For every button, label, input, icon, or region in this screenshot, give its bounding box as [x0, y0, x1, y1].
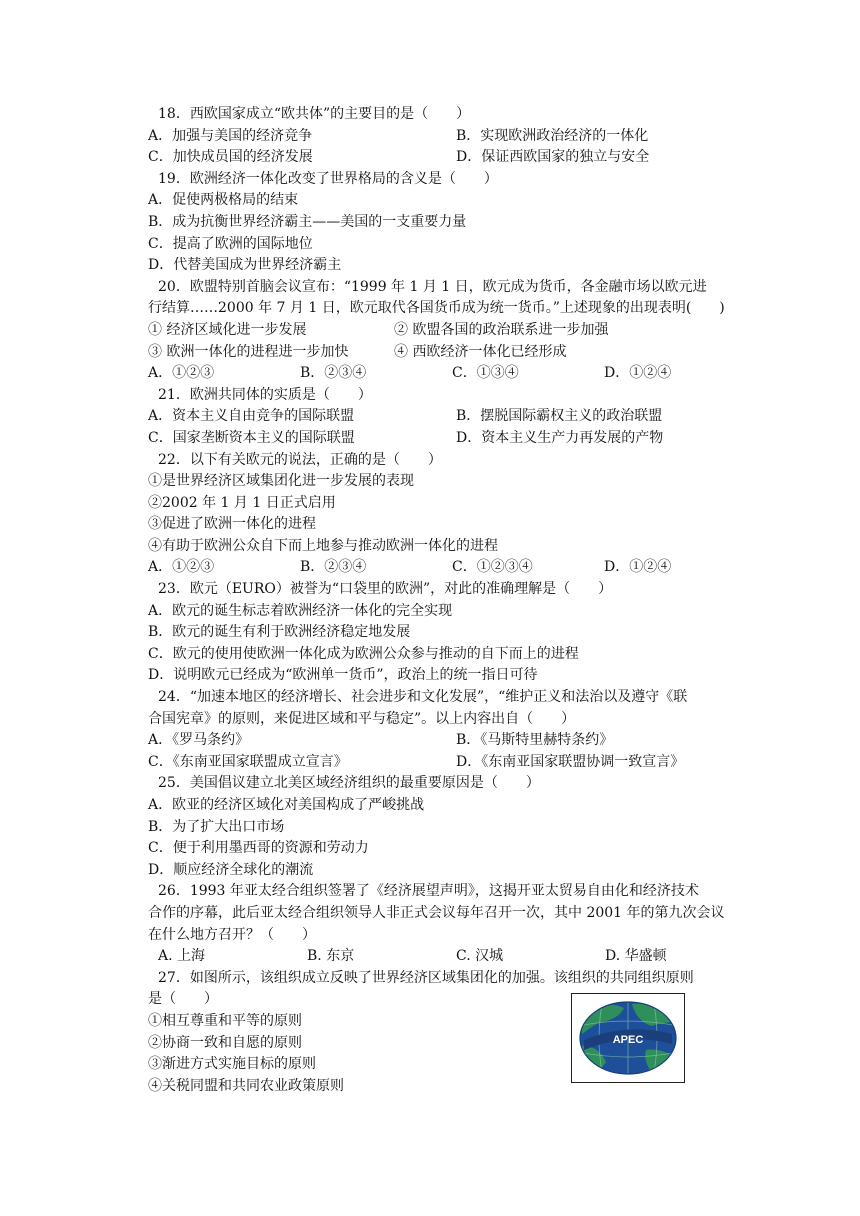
question-20-option-d[interactable]: D．①②④ — [604, 365, 672, 382]
question-24-stem-line-2: 合国宪章》的原则，来促进区域和平与稳定”。以上内容出自（ ） — [148, 710, 576, 727]
question-26-stem-line-1: 26．1993 年亚太经合组织签署了《经济展望声明》，这揭开亚太贸易自由化和经济技术 — [158, 883, 699, 900]
question-21-options-row-1 — [148, 406, 744, 428]
question-21-option-b[interactable]: B．摆脱国际霸权主义的政治联盟 — [456, 408, 663, 425]
question-27-statement-3: ③渐进方式实施目标的原则 — [148, 1056, 316, 1073]
question-19-stem: 19．欧洲经济一体化改变了世界格局的含义是（ ） — [158, 170, 498, 187]
question-20-statements-row-2 — [148, 342, 744, 364]
question-24-option-a[interactable]: A．《罗马条约》 — [148, 732, 250, 749]
question-22-option-d[interactable]: D．①②④ — [604, 559, 672, 576]
apec-globe-icon — [572, 994, 684, 1082]
question-25-option-c[interactable]: C．便于利用墨西哥的资源和劳动力 — [148, 840, 369, 857]
question-26-stem-line-2: 合作的序幕，此后亚太经合组织领导人非正式会议每年召开一次，其中 2001 年的第九次会议 — [148, 904, 725, 921]
question-23-option-a[interactable]: A．欧元的诞生标志着欧洲经济一体化的完全实现 — [148, 602, 453, 619]
question-22-option-a[interactable]: A．①②③ — [148, 559, 215, 576]
question-18-options-row-2 — [148, 147, 744, 169]
question-21-stem: 21．欧洲共同体的实质是（ ） — [158, 386, 372, 403]
question-24-options-row-1 — [148, 730, 744, 752]
question-20-options-row — [148, 363, 744, 385]
question-26-option-d[interactable]: D. 华盛顿 — [605, 948, 667, 965]
apec-logo-figure — [571, 993, 685, 1083]
question-26-stem-line-3: 在什么地方召开？（ ） — [148, 926, 316, 943]
question-24-options-row-2 — [148, 752, 744, 774]
question-19-option-a[interactable]: A．促使两极格局的结束 — [148, 192, 299, 209]
question-18-option-c[interactable]: C．加快成员国的经济发展 — [148, 149, 313, 166]
question-20-option-b[interactable]: B．②③④ — [300, 365, 367, 382]
question-21-option-c[interactable]: C．国家垄断资本主义的国际联盟 — [148, 429, 355, 446]
question-21-options-row-2 — [148, 428, 744, 450]
question-24-option-d[interactable]: D．《东南亚国家联盟协调一致宣言》 — [456, 753, 685, 770]
question-18-option-d[interactable]: D．保证西欧国家的独立与安全 — [456, 149, 650, 166]
question-21-option-a[interactable]: A．资本主义自由竞争的国际联盟 — [148, 408, 355, 425]
question-23-stem: 23．欧元（EURO）被誉为“口袋里的欧洲”，对此的准确理解是（ ） — [158, 581, 613, 598]
question-26-option-c[interactable]: C. 汉城 — [456, 948, 504, 965]
question-23-option-d[interactable]: D．说明欧元已经成为“欧洲单一货币”，政治上的统一指日可待 — [148, 667, 538, 684]
question-19-option-b[interactable]: B．成为抗衡世界经济霸主——美国的一支重要力量 — [148, 213, 467, 230]
question-20-stem-line-1: 20．欧盟特别首脑会议宣布：“1999 年 1 月 1 日，欧元成为货币，各金融市场以欧元进 — [158, 278, 707, 295]
question-19-option-c[interactable]: C．提高了欧洲的国际地位 — [148, 235, 313, 252]
question-22-options-row — [148, 557, 744, 579]
question-26-option-b[interactable]: B. 东京 — [307, 948, 355, 965]
question-24-option-c[interactable]: C．《东南亚国家联盟成立宣言》 — [148, 753, 348, 770]
question-25-option-b[interactable]: B．为了扩大出口市场 — [148, 818, 285, 835]
question-27-stem-line-2: 是（ ） — [148, 991, 218, 1008]
question-27-statement-4: ④关税同盟和共同农业政策原则 — [148, 1077, 344, 1094]
question-27-statement-1: ①相互尊重和平等的原则 — [148, 1012, 302, 1029]
question-20-statement-4: ④ 西欧经济一体化已经形成 — [394, 343, 567, 360]
question-20-option-a[interactable]: A．①②③ — [148, 365, 215, 382]
question-21-option-d[interactable]: D．资本主义生产力再发展的产物 — [456, 429, 664, 446]
question-22-option-b[interactable]: B．②③④ — [300, 559, 367, 576]
question-18-option-a[interactable]: A．加强与美国的经济竞争 — [148, 127, 313, 144]
question-20-statement-2: ② 欧盟各国的政治联系进一步加强 — [394, 321, 609, 338]
apec-logo-text: APEC — [612, 1034, 644, 1046]
question-22-statement-3: ③促进了欧洲一体化的进程 — [148, 516, 316, 533]
question-22-option-c[interactable]: C．①②③④ — [452, 559, 533, 576]
question-25-option-d[interactable]: D．顺应经济全球化的潮流 — [148, 861, 314, 878]
question-22-statement-1: ①是世界经济区域集团化进一步发展的表现 — [148, 473, 414, 490]
question-26-option-a[interactable]: A. 上海 — [158, 948, 206, 965]
question-20-option-c[interactable]: C．①③④ — [452, 365, 519, 382]
question-27-statement-2: ②协商一致和自愿的原则 — [148, 1034, 302, 1051]
question-25-option-a[interactable]: A．欧亚的经济区域化对美国构成了严峻挑战 — [148, 797, 425, 813]
question-24-stem-line-1: 24．“加速本地区的经济增长、社会进步和文化发展”，“维护正义和法治以及遵守《联 — [158, 689, 688, 706]
question-20-stem-line-2: 行结算……2000 年 7 月 1 日，欧元取代各国货币成为统一货币。”上述现象的出现表明( ) — [148, 300, 725, 317]
question-18-option-b[interactable]: B．实现欧洲政治经济的一体化 — [456, 127, 649, 144]
question-22-stem: 22．以下有关欧元的说法，正确的是（ ） — [158, 451, 442, 468]
question-19-option-d[interactable]: D．代替美国成为世界经济霸主 — [148, 257, 342, 274]
question-18-options-row-1 — [148, 126, 744, 148]
question-22-statement-2: ②2002 年 1 月 1 日正式启用 — [148, 494, 336, 511]
question-23-option-c[interactable]: C．欧元的使用使欧洲一体化成为欧洲公众参与推动的自下而上的进程 — [148, 645, 579, 662]
question-26-options-row — [148, 946, 744, 968]
question-22-statement-4: ④有助于欧洲公众自下而上地参与推动欧洲一体化的进程 — [148, 537, 498, 554]
exam-page — [148, 104, 744, 1097]
question-20-statement-3: ③ 欧洲一体化的进程进一步加快 — [148, 343, 349, 360]
question-23-option-b[interactable]: B．欧元的诞生有利于欧洲经济稳定地发展 — [148, 624, 411, 641]
question-24-option-b[interactable]: B．《马斯特里赫特条约》 — [456, 732, 614, 749]
question-27-stem-line-1: 27．如图所示，该组织成立反映了世界经济区域集团化的加强。该组织的共同组织原则 — [158, 969, 694, 986]
question-25-stem: 25．美国倡议建立北美区域经济组织的最重要原因是（ ） — [158, 775, 540, 792]
question-20-statements-row-1 — [148, 320, 744, 342]
question-18-stem: 18．西欧国家成立“欧共体”的主要目的是（ ） — [158, 106, 471, 122]
question-20-statement-1: ① 经济区域化进一步发展 — [148, 321, 307, 338]
